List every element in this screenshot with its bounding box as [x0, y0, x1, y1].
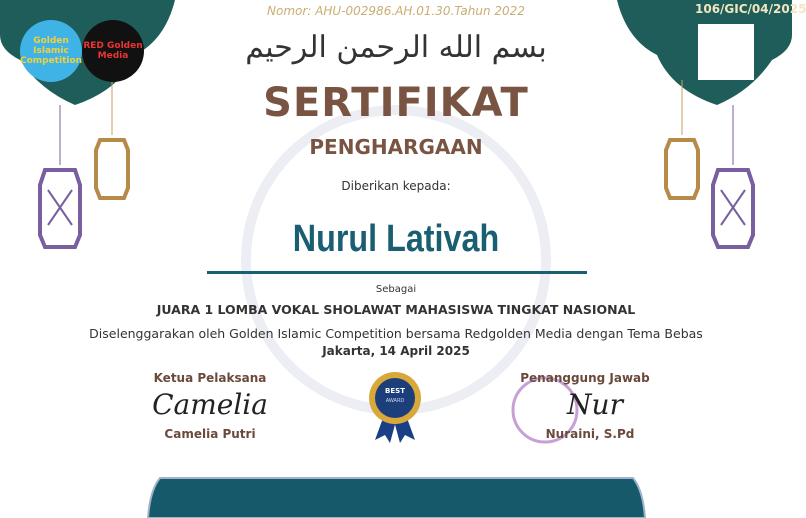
- badge-text: BEST: [385, 387, 405, 395]
- certificate-number: 106/GIC/04/2025: [695, 2, 806, 16]
- place-date: Jakarta, 14 April 2025: [322, 344, 470, 358]
- signer-role-left: Ketua Pelaksana: [153, 371, 267, 385]
- signer-role-right: Penanggung Jawab: [520, 371, 650, 385]
- registration-number: Nomor: AHU-002986.AH.01.30.Tahun 2022: [267, 4, 525, 18]
- signature-left: Camelia: [152, 388, 268, 421]
- recipient-name: Nurul Lativah: [292, 218, 500, 260]
- award-title: JUARA 1 LOMBA VOKAL SHOLAWAT MAHASISWA TINGKAT NASIONAL: [156, 302, 636, 317]
- badge-subtext: AWARD: [385, 398, 405, 404]
- signature-right: Nur: [567, 388, 623, 421]
- golden-islamic-logo: Golden Islamic Competition: [20, 20, 82, 82]
- bottom-banner: [148, 478, 645, 518]
- signer-name-left: Camelia Putri: [164, 427, 256, 441]
- red-golden-logo: RED Golden Media: [82, 20, 144, 82]
- given-to-label: Diberikan kepada:: [341, 179, 451, 193]
- certificate-title: SERTIFIKAT: [263, 80, 529, 126]
- award-badge-icon: [369, 372, 421, 443]
- organizer-text: Diselenggarakan oleh Golden Islamic Competition bersama Redgolden Media dengan Tema Bebas: [89, 326, 703, 341]
- as-label: Sebagai: [375, 284, 417, 295]
- bismillah-calligraphy: بسم الله الرحمن الرحيم: [245, 30, 547, 65]
- signer-name-right: Nuraini, S.Pd: [545, 427, 635, 441]
- certificate-subtitle: PENGHARGAAN: [309, 135, 483, 159]
- name-underline: [207, 271, 587, 274]
